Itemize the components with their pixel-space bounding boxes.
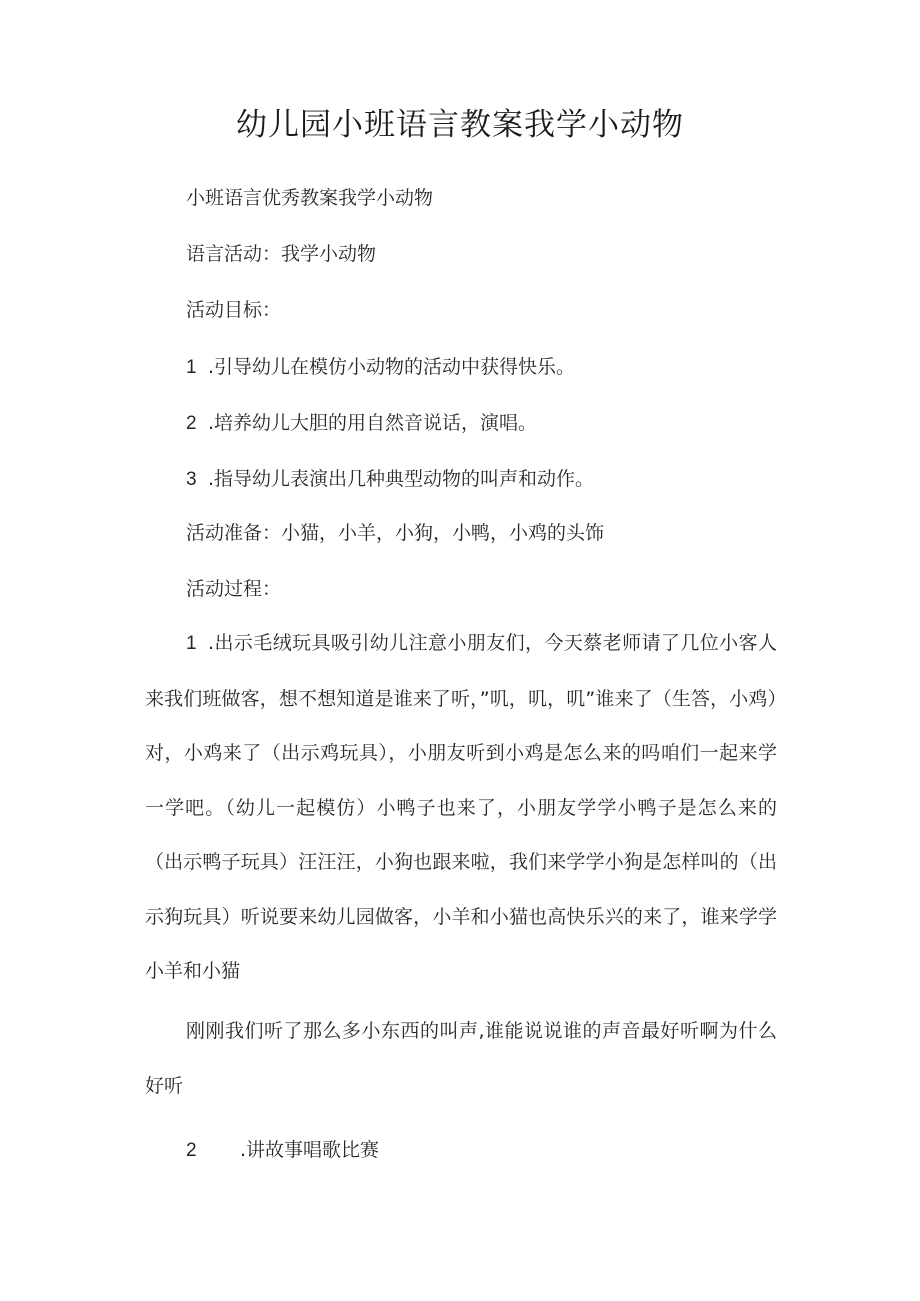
goal-number: 1 [186, 357, 197, 378]
goal-text: .指导幼儿表演出几种典型动物的叫声和动作。 [208, 468, 595, 490]
goal-item-2 [186, 409, 537, 438]
goal-item-1 [186, 353, 575, 382]
goal-number: 3 [186, 469, 197, 490]
process-paragraph-2: 刚刚我们听了那么多小东西的叫声,谁能说说谁的声音最好听啊为什么好听 [145, 1020, 777, 1097]
step-number: 2 [186, 1140, 197, 1161]
goal-text: .引导幼儿在模仿小动物的活动中获得快乐。 [208, 356, 576, 378]
step-text: .出示毛绒玩具吸引幼儿注意小朋友们，今天蔡老师请了几位小客人来我们班做客，想不想知道是谁来了听，”叽，叽，叽”谁来了（生答，小鸡）对，小鸡来了（出示鸡玩具），小朋友听到小鸡是怎么来的吗咱们一起来学一学吧。（幼儿一起模仿）小鸭子也来了，小朋友学学小鸭子是怎么来的（出示鸭子玩具）汪汪汪，小狗也跟来啦，我们来学学小狗是怎样叫的（出示狗玩具）听说要来幼儿园做客，小羊和小猫也高快乐兴的来了，谁来学学小羊和小猫 [145, 632, 777, 982]
step-number: 1 [186, 633, 197, 654]
goal-item-3 [186, 465, 594, 494]
goal-text: .培养幼儿大胆的用自然音说话，演唱。 [208, 412, 538, 434]
goal-number: 2 [186, 413, 197, 434]
preparation-line: 活动准备：小猫，小羊，小狗，小鸭，小鸡的头饰 [186, 522, 605, 544]
step-text: .讲故事唱歌比赛 [240, 1139, 380, 1161]
activity-name-line: 语言活动：我学小动物 [186, 243, 377, 265]
process-step-1-paragraph [145, 616, 777, 999]
process-heading: 活动过程： [186, 578, 282, 600]
subtitle-line: 小班语言优秀教案我学小动物 [186, 187, 434, 209]
goals-heading: 活动目标： [186, 299, 282, 321]
document-title: 幼儿园小班语言教案我学小动物 [236, 107, 684, 143]
process-step-2-line [186, 1136, 379, 1165]
